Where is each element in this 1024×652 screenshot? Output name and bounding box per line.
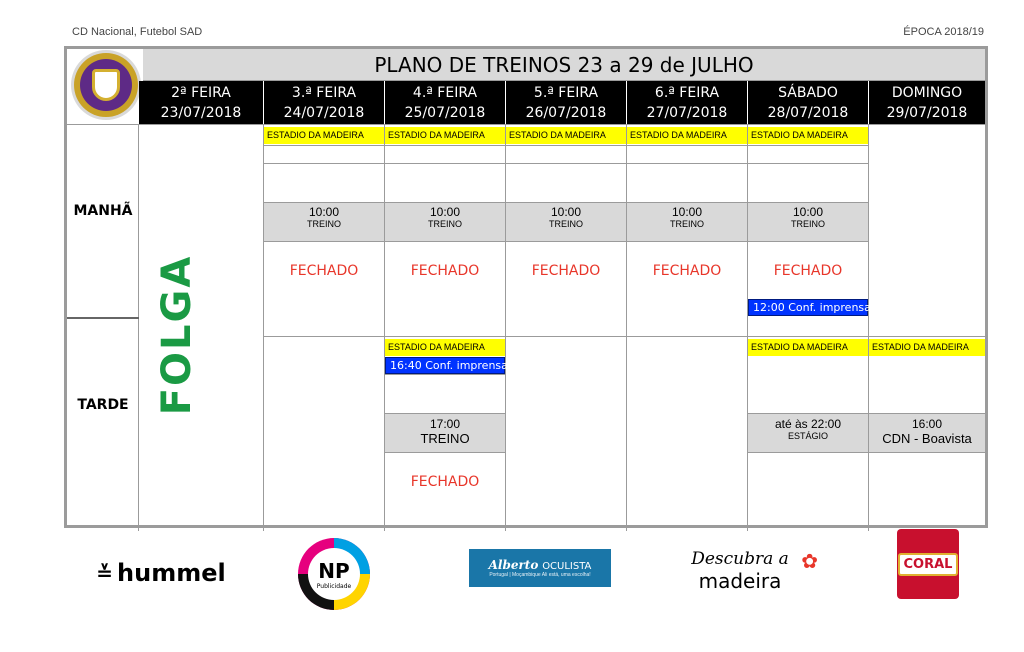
session-type: TREINO [669, 219, 704, 229]
session-time: 17:00 [429, 417, 461, 431]
day-date: 26/07/2018 [525, 105, 607, 121]
day-name: 5.ª FEIRA [533, 85, 599, 101]
grid-line [384, 124, 385, 531]
session-time: até às 22:00 [774, 417, 842, 431]
match-label: CDN - Boavista [882, 431, 972, 446]
np-letters: NP [318, 559, 350, 583]
madeira-tagline: Descubra a [691, 549, 789, 569]
closed-label: FECHADO [652, 263, 722, 279]
match-sunday [869, 417, 985, 446]
day-date: 24/07/2018 [283, 105, 365, 121]
grid-line [263, 124, 264, 531]
grid-line [626, 124, 627, 531]
day-date: 28/07/2018 [767, 105, 849, 121]
plan-title: PLANO DE TREINOS 23 a 29 de JULHO [143, 49, 985, 81]
day-header-tuesday [264, 81, 384, 124]
session-type: TREINO [790, 219, 825, 229]
grid-line [868, 124, 869, 531]
grid-line [748, 452, 985, 453]
grid-line [748, 413, 985, 414]
closed-label: FECHADO [410, 263, 480, 279]
press-conference-wednesday: 16:40 Conf. imprensa [385, 357, 505, 374]
day-name: 6.ª FEIRA [654, 85, 720, 101]
grid-line [385, 452, 505, 453]
session-type: ESTÁGIO [787, 431, 828, 441]
venue-label: ESTADIO DA MADEIRA [506, 127, 626, 144]
day-date: 29/07/2018 [886, 105, 968, 121]
session-type: TREINO [548, 219, 583, 229]
day-header-thursday [506, 81, 626, 124]
session-time: 10:00 [550, 205, 582, 219]
day-name: DOMINGO [891, 85, 963, 101]
grid-line [747, 124, 748, 531]
session-time: 10:00 [429, 205, 461, 219]
day-header-saturday [748, 81, 868, 124]
grid-line [264, 241, 868, 242]
hummel-logo [96, 556, 226, 590]
period-label-afternoon: TARDE [77, 397, 129, 413]
grid-line [67, 124, 985, 125]
club-crest-logo [71, 50, 141, 120]
venue-label: ESTADIO DA MADEIRA [385, 339, 505, 356]
day-header-sunday [869, 81, 985, 124]
chevron-down-icon: ≚ [96, 561, 114, 585]
flower-icon: ✿ [801, 551, 818, 573]
grid-line [264, 163, 868, 164]
np-logo-graphic [290, 536, 378, 612]
day-date: 27/07/2018 [646, 105, 728, 121]
closed-label: FECHADO [410, 474, 480, 490]
grid-line [264, 145, 868, 146]
session-type: TREINO [420, 431, 470, 446]
session-friday-morning [627, 205, 747, 229]
venue-label: ESTADIO DA MADEIRA [869, 339, 985, 356]
day-name: 3.ª FEIRA [291, 85, 357, 101]
alberto-tagline: Portugal | Moçambique Ali está, uma escolha! [489, 572, 591, 578]
madeira-word: madeira [698, 569, 782, 593]
session-time: 10:00 [792, 205, 824, 219]
day-date: 23/07/2018 [160, 105, 242, 121]
day-header-friday [627, 81, 747, 124]
oculista-word: OCULISTA [542, 561, 592, 572]
day-off-label: FOLGA [154, 254, 200, 416]
venue-label: ESTADIO DA MADEIRA [627, 127, 747, 144]
grid-line [264, 336, 985, 337]
grid-line [385, 374, 505, 375]
coral-beer-logo [897, 529, 959, 599]
alberto-name: Alberto [488, 558, 539, 572]
coral-wordmark: CORAL [898, 553, 959, 576]
session-time: 16:00 [911, 417, 943, 431]
grid-line [138, 124, 139, 531]
press-conference-saturday: 12:00 Conf. imprensa [748, 299, 868, 316]
season-label: ÉPOCA 2018/19 [903, 26, 984, 38]
grid-line [264, 202, 868, 203]
np-subtitle: Publicidade [316, 583, 352, 590]
day-header-monday [139, 81, 263, 124]
session-wednesday-morning [385, 205, 505, 229]
club-name: CD Nacional, Futebol SAD [72, 26, 203, 38]
day-name: 4.ª FEIRA [412, 85, 478, 101]
session-type: TREINO [306, 219, 341, 229]
session-thursday-morning [506, 205, 626, 229]
session-wednesday-afternoon [385, 417, 505, 446]
venue-label: ESTADIO DA MADEIRA [748, 127, 868, 144]
training-plan-table [64, 46, 988, 528]
session-tuesday-morning [264, 205, 384, 229]
day-date: 25/07/2018 [404, 105, 486, 121]
grid-line [505, 124, 506, 531]
closed-label: FECHADO [773, 263, 843, 279]
period-label-morning: MANHÃ [73, 203, 133, 219]
session-saturday-morning [748, 205, 868, 229]
hummel-wordmark: hummel [117, 559, 226, 587]
venue-label: ESTADIO DA MADEIRA [385, 127, 505, 144]
closed-label: FECHADO [289, 263, 359, 279]
period-divider [67, 317, 139, 319]
grid-line [385, 413, 505, 414]
venue-label: ESTADIO DA MADEIRA [748, 339, 868, 356]
day-header-wednesday [385, 81, 505, 124]
alberto-oculista-logo [469, 549, 611, 587]
venue-label: ESTADIO DA MADEIRA [264, 127, 384, 144]
session-type: TREINO [427, 219, 462, 229]
day-name: 2ª FEIRA [171, 85, 231, 101]
closed-label: FECHADO [531, 263, 601, 279]
day-name: SÁBADO [778, 85, 838, 101]
session-time: 10:00 [308, 205, 340, 219]
session-time: 10:00 [671, 205, 703, 219]
descubra-madeira-logo [660, 545, 820, 597]
session-saturday-afternoon [748, 417, 868, 441]
np-publicidade-logo [290, 536, 378, 612]
